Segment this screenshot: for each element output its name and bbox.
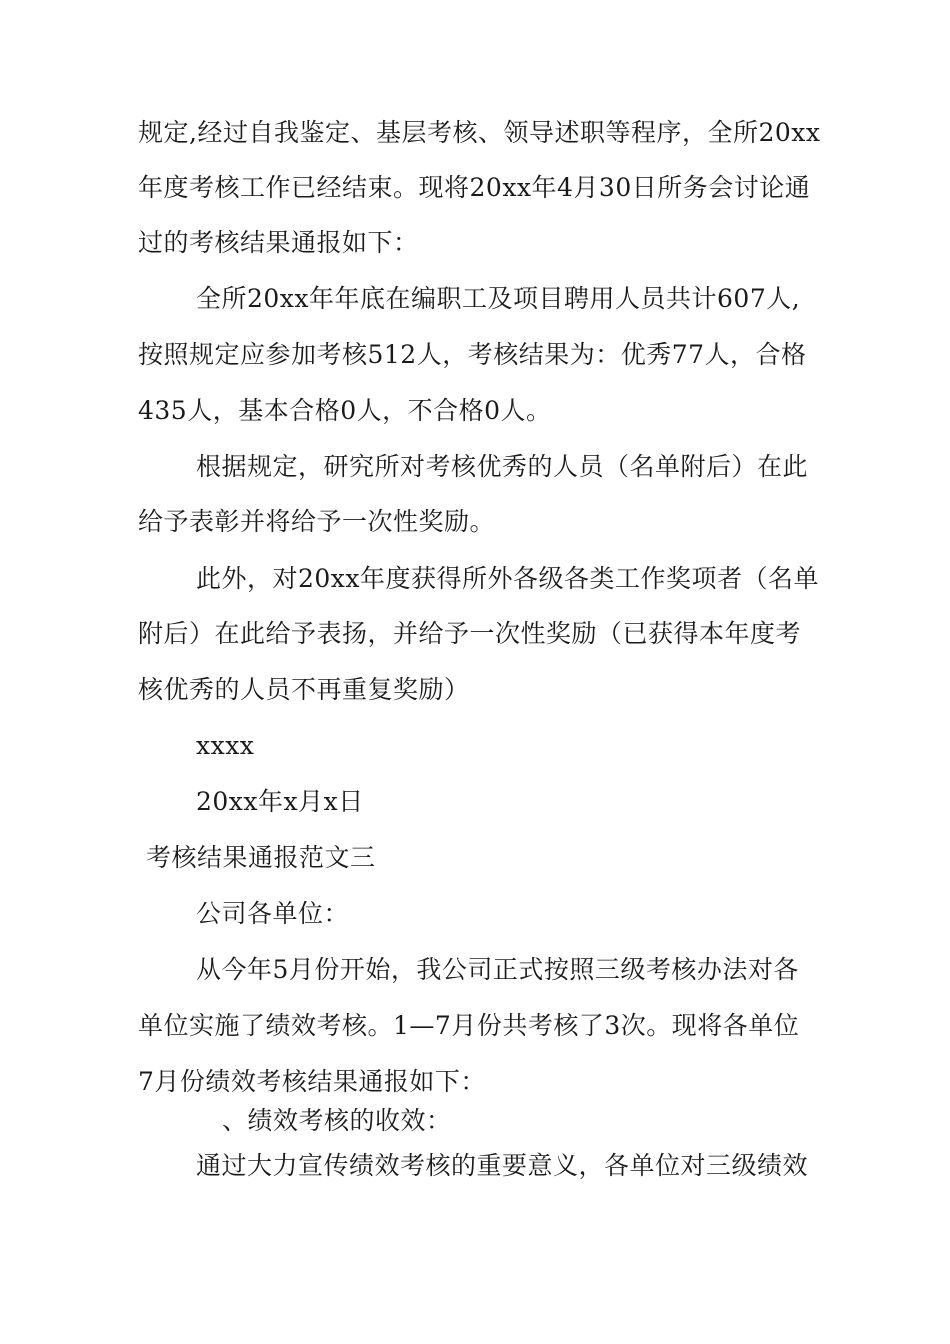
paragraph-line: 此外，对20xx年度获得所外各级各类工作奖项者（名单 bbox=[196, 564, 820, 593]
paragraph-line: 7月份绩效考核结果通报如下： bbox=[138, 1067, 486, 1096]
paragraph-line: 全所20xx年年底在编职工及项目聘用人员共计607人, bbox=[196, 284, 801, 313]
section-heading: 考核结果通报范文三 bbox=[146, 843, 376, 872]
signature-line: xxxx bbox=[196, 731, 255, 760]
paragraph-line: 附后）在此给予表扬，并给予一次性奖励（已获得本年度考 bbox=[138, 619, 802, 648]
paragraph-line: 年度考核工作已经结束。现将20xx年4月30日所务会讨论通 bbox=[138, 173, 811, 202]
paragraph-line: 核优秀的人员不再重复奖励） bbox=[138, 675, 470, 704]
paragraph-line: 过的考核结果通报如下： bbox=[138, 228, 419, 257]
paragraph-line: 435人，基本合格0人，不合格0人。 bbox=[138, 396, 552, 425]
date-line: 20xx年x月x日 bbox=[196, 787, 364, 816]
paragraph-line: 通过大力宣传绩效考核的重要意义，各单位对三级绩效 bbox=[196, 1151, 809, 1180]
paragraph-line: 从今年5月份开始，我公司正式按照三级考核办法对各 bbox=[196, 955, 799, 984]
paragraph-line: 根据规定，研究所对考核优秀的人员（名单附后）在此 bbox=[196, 452, 809, 481]
paragraph-line: 给予表彰并将给予一次性奖励。 bbox=[138, 507, 496, 536]
paragraph-line: 单位实施了绩效考核。1—7月份共考核了3次。现将各单位 bbox=[138, 1011, 800, 1040]
salutation-line: 公司各单位： bbox=[196, 899, 350, 928]
paragraph-line: 规定,经过自我鉴定、基层考核、领导述职等程序，全所20xx bbox=[138, 118, 821, 147]
subsection-heading: 、绩效考核的收效： bbox=[222, 1106, 452, 1135]
paragraph-line: 按照规定应参加考核512人，考核结果为：优秀77人，合格 bbox=[138, 340, 807, 369]
